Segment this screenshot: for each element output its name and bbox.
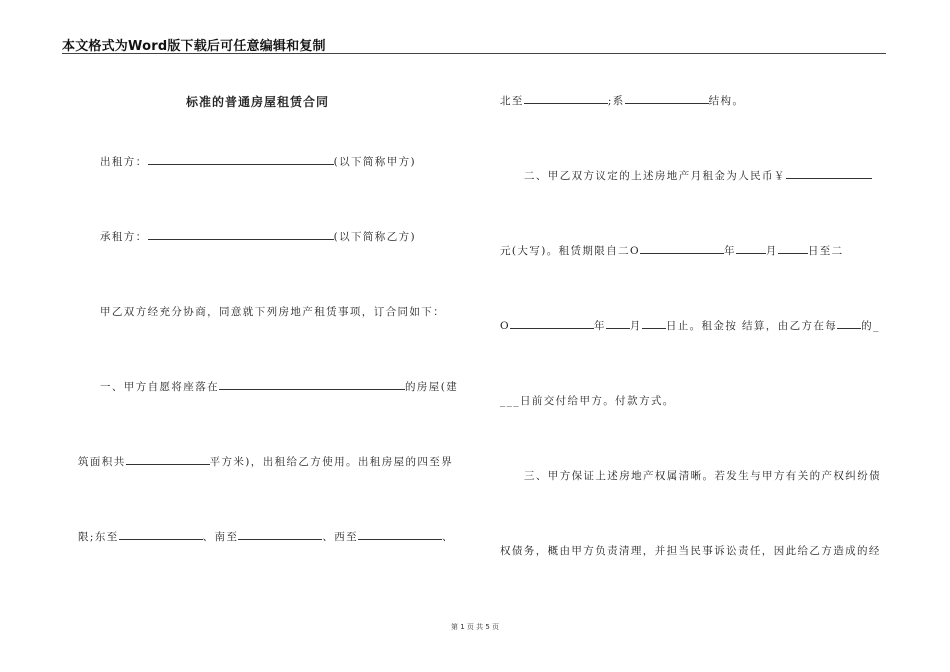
payment-line bbox=[500, 393, 675, 408]
bounds-south: 、南至 bbox=[202, 531, 239, 543]
pay-prefix: ___ bbox=[500, 395, 520, 407]
term-line bbox=[500, 243, 844, 258]
document-title: 标准的普通房屋租赁合同 bbox=[186, 95, 330, 109]
bounds-end: 、 bbox=[442, 531, 454, 543]
end-day-blank bbox=[642, 318, 666, 329]
clause2-text: 二、甲乙双方议定的上述房地产月租金为人民币￥ bbox=[524, 170, 786, 182]
lessee-line bbox=[100, 229, 416, 244]
clause1-prefix: 一、甲方自愿将座落在 bbox=[100, 381, 219, 393]
rent-month: 月 bbox=[765, 245, 778, 257]
rent-blank bbox=[786, 168, 872, 179]
area-blank bbox=[126, 454, 210, 465]
start-year-blank bbox=[640, 243, 724, 254]
lessee-blank bbox=[148, 229, 334, 240]
header-text: 本文格式为Word版下载后可任意编辑和复制 bbox=[62, 39, 326, 54]
pay-period-blank bbox=[837, 318, 861, 329]
area-suffix: 平方米)，出租给乙方使用。出租房屋的四至界 bbox=[209, 456, 454, 468]
lessor-line bbox=[100, 154, 416, 169]
north-line bbox=[500, 93, 744, 108]
location-blank bbox=[219, 379, 405, 390]
clause1-suffix: 的房屋(建 bbox=[405, 381, 459, 393]
page-footer: 第 1 页 共 5 页 bbox=[450, 623, 500, 631]
west-blank bbox=[358, 529, 442, 540]
lessee-suffix: (以下简称乙方) bbox=[333, 231, 417, 243]
rent-day-to: 日至二 bbox=[807, 245, 844, 257]
intro-line: 甲乙双方经充分协商，同意就下列房地产租赁事项，订合同如下： bbox=[100, 306, 446, 318]
clause3-line: 三、甲方保证上述房地产权属清晰。若发生与甲方有关的产权纠纷债 bbox=[524, 470, 881, 482]
rent-year: 年 bbox=[724, 245, 736, 257]
pay-text: 日前交付给甲方。付款方式。 bbox=[519, 395, 675, 407]
south-blank bbox=[238, 529, 322, 540]
bounds-line bbox=[78, 529, 454, 544]
rent-prefix: 元(大写)。租赁期限自二O bbox=[500, 245, 641, 257]
end-line bbox=[500, 318, 880, 333]
area-prefix: 筑面积共 bbox=[78, 456, 126, 468]
bounds-west: 、西至 bbox=[322, 531, 359, 543]
left-column bbox=[78, 0, 468, 672]
east-blank bbox=[119, 529, 203, 540]
area-line bbox=[78, 454, 453, 469]
end-of: 的 bbox=[861, 320, 874, 332]
north-suffix: 结构。 bbox=[708, 95, 745, 107]
end-prefix: O bbox=[500, 320, 511, 332]
end-tail: _ bbox=[873, 320, 880, 332]
end-month-blank bbox=[606, 318, 630, 329]
start-day-blank bbox=[778, 243, 808, 254]
structure-blank bbox=[625, 93, 709, 104]
lessor-label: 出租方： bbox=[100, 156, 148, 168]
clause1-line bbox=[100, 379, 458, 394]
north-blank bbox=[524, 93, 608, 104]
lessor-suffix: (以下简称甲方) bbox=[333, 156, 417, 168]
clause2-line bbox=[524, 168, 872, 183]
right-column bbox=[500, 0, 885, 672]
end-suffix: 日止。租金按 结算，由乙方在每 bbox=[665, 320, 838, 332]
lessee-label: 承租方： bbox=[100, 231, 148, 243]
clause3b-line: 权债务，概由甲方负责清理，并担当民事诉讼责任，因此给乙方造成的经 bbox=[500, 545, 881, 557]
start-month-blank bbox=[736, 243, 766, 254]
end-year-blank bbox=[510, 318, 594, 329]
north-prefix: 北至 bbox=[500, 95, 524, 107]
north-mid: ;系 bbox=[607, 95, 625, 107]
end-year: 年 bbox=[594, 320, 606, 332]
lessor-blank bbox=[148, 154, 334, 165]
bounds-prefix: 限;东至 bbox=[78, 531, 119, 543]
end-month: 月 bbox=[629, 320, 642, 332]
